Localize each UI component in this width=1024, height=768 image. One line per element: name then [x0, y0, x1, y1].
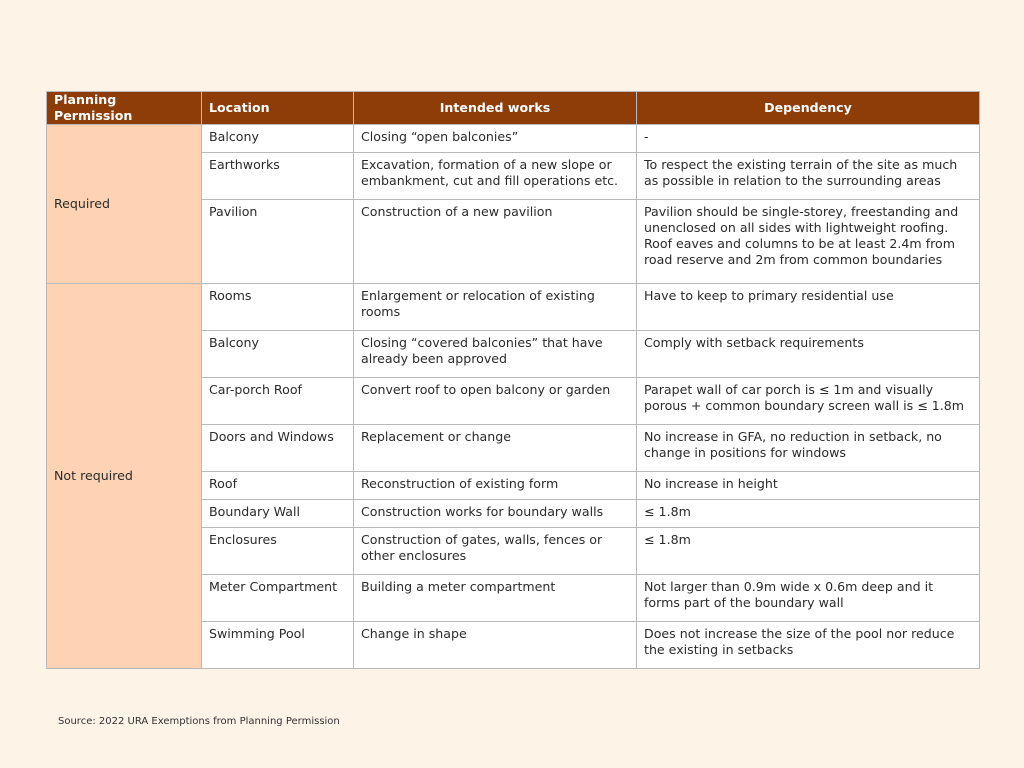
dependency-cell: To respect the existing terrain of the site as much as possible in relation to the surrounding areas: [637, 153, 980, 200]
location-cell: Doors and Windows: [202, 425, 354, 472]
works-cell: Closing “covered balconies” that have already been approved: [354, 331, 637, 378]
dependency-cell: Not larger than 0.9m wide x 0.6m deep and it forms part of the boundary wall: [637, 575, 980, 622]
works-cell: Building a meter compartment: [354, 575, 637, 622]
works-cell: Construction of gates, walls, fences or other enclosures: [354, 528, 637, 575]
dependency-cell: Pavilion should be single-storey, freestanding and unenclosed on all sides with lightweight roofing. Roof eaves and columns to be at least 2.4m from road reserve and 2m from common boundaries: [637, 200, 980, 284]
dependency-cell: No increase in GFA, no reduction in setback, no change in positions for windows: [637, 425, 980, 472]
location-cell: Enclosures: [202, 528, 354, 575]
location-cell: Car-porch Roof: [202, 378, 354, 425]
table-row: [47, 125, 980, 153]
works-cell: Replacement or change: [354, 425, 637, 472]
works-cell: Convert roof to open balcony or garden: [354, 378, 637, 425]
location-cell: Rooms: [202, 284, 354, 331]
group-not-required: Not required: [47, 284, 202, 669]
group-required: Required: [47, 125, 202, 284]
dependency-cell: -: [637, 125, 980, 153]
dependency-cell: ≤ 1.8m: [637, 500, 980, 528]
header-dependency: Dependency: [637, 92, 980, 125]
table-row: [47, 284, 980, 331]
location-cell: Balcony: [202, 125, 354, 153]
dependency-cell: ≤ 1.8m: [637, 528, 980, 575]
header-location: Location: [202, 92, 354, 125]
location-cell: Swimming Pool: [202, 622, 354, 669]
works-cell: Enlargement or relocation of existing rooms: [354, 284, 637, 331]
works-cell: Construction of a new pavilion: [354, 200, 637, 284]
planning-permission-table-container: [46, 91, 979, 669]
location-cell: Pavilion: [202, 200, 354, 284]
dependency-cell: Parapet wall of car porch is ≤ 1m and visually porous + common boundary screen wall is ≤ 1.8m: [637, 378, 980, 425]
works-cell: Excavation, formation of a new slope or embankment, cut and fill operations etc.: [354, 153, 637, 200]
works-cell: Reconstruction of existing form: [354, 472, 637, 500]
dependency-cell: No increase in height: [637, 472, 980, 500]
location-cell: Meter Compartment: [202, 575, 354, 622]
works-cell: Change in shape: [354, 622, 637, 669]
source-note: Source: 2022 URA Exemptions from Planning Permission: [58, 716, 340, 727]
planning-permission-table: [46, 91, 980, 669]
location-cell: Roof: [202, 472, 354, 500]
location-cell: Boundary Wall: [202, 500, 354, 528]
works-cell: Construction works for boundary walls: [354, 500, 637, 528]
header-planning-permission: Planning Permission: [47, 92, 202, 125]
location-cell: Balcony: [202, 331, 354, 378]
works-cell: Closing “open balconies”: [354, 125, 637, 153]
dependency-cell: Comply with setback requirements: [637, 331, 980, 378]
header-intended-works: Intended works: [354, 92, 637, 125]
dependency-cell: Does not increase the size of the pool nor reduce the existing in setbacks: [637, 622, 980, 669]
dependency-cell: Have to keep to primary residential use: [637, 284, 980, 331]
location-cell: Earthworks: [202, 153, 354, 200]
table-header-row: [47, 92, 980, 125]
